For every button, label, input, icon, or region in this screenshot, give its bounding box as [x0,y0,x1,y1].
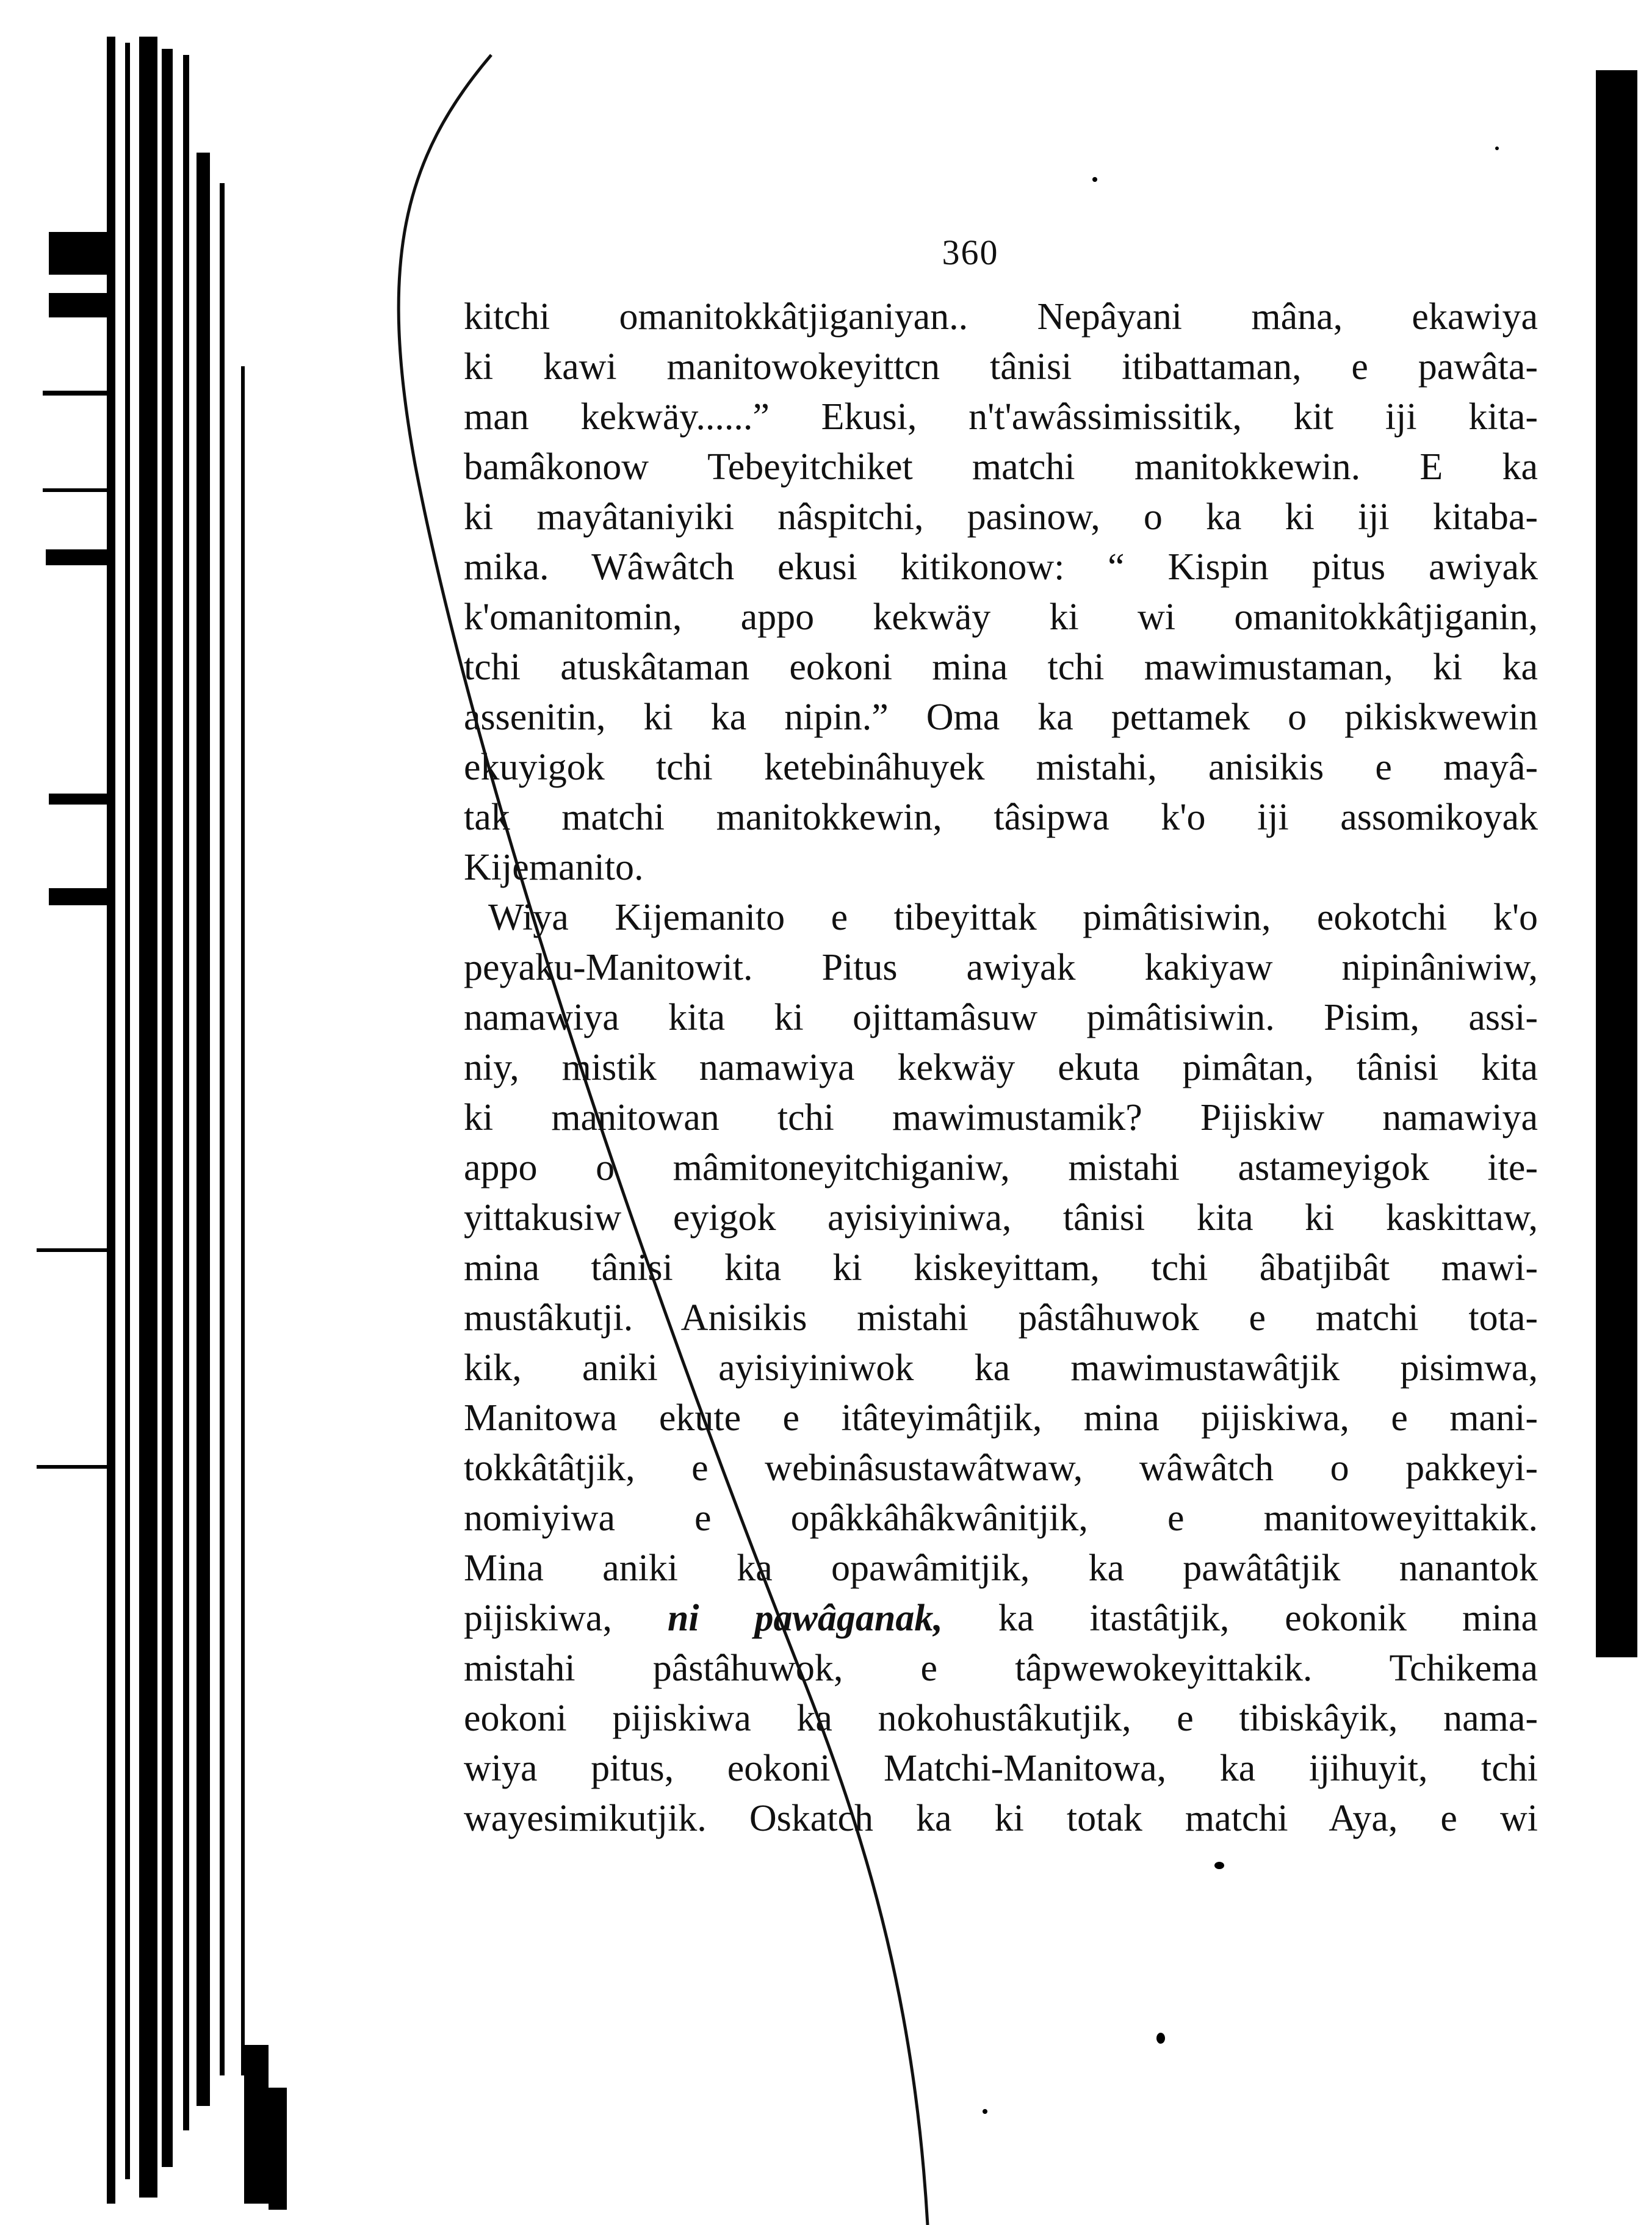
text-line [464,692,1538,742]
text-line [464,1143,1538,1193]
text-line [464,1643,1538,1693]
text-line [464,392,1538,442]
text-line [464,1793,1538,1843]
text-segment: ekuyigok tchi ketebinâhuyek mistahi, anisikis e mayâ- [464,747,1538,788]
text-line [464,1193,1538,1243]
text-line [464,542,1538,592]
text-segment: wiya pitus, eokoni Matchi-Manitowa, ka ijihuyit, tchi [464,1748,1538,1789]
text-segment: kitchi omanitokkâtjiganiyan.. Nepâyani mâna, ekawiya [464,296,1538,338]
text-line [464,492,1538,542]
text-segment: niy, mistik namawiya kekwäy ekuta pimâtan, tânisi kita [464,1047,1538,1088]
text-line [464,592,1538,642]
text-line [464,1293,1538,1343]
text-line [464,842,1538,892]
text-line [464,342,1538,392]
text-segment: tokkâtâtjik, e webinâsustawâtwaw, wâwâtch o pakkeyi- [464,1447,1538,1489]
text-line [464,1693,1538,1743]
text-segment: ka itastâtjik, eokonik mina [942,1597,1538,1639]
text-line [464,742,1538,792]
page-number: 360 [942,233,999,272]
text-segment: k'omanitomin, appo kekwäy ki wi omanitokkâtjiganin, [464,596,1538,638]
text-line [464,1443,1538,1493]
italic-phrase: ni pawâganak, [667,1597,943,1639]
text-line [464,1343,1538,1393]
text-segment: Wiya Kijemanito e tibeyittak pimâtisiwin, eokotchi k'o [488,897,1538,938]
body-text [464,292,1538,1843]
text-segment: nomiyiwa e opâkkâhâkwânitjik, e manitoweyittakik. [464,1497,1538,1539]
text-line [464,892,1538,942]
text-segment: kik, aniki ayisiyiniwok ka mawimustawâtjik pisimwa, [464,1347,1538,1389]
text-line [464,292,1538,342]
text-line [464,942,1538,993]
text-segment: mustâkutji. Anisikis mistahi pâstâhuwok e matchi tota- [464,1297,1538,1339]
text-segment: tak matchi manitokkewin, tâsipwa k'o iji assomikoyak [464,797,1538,838]
text-segment: yittakusiw eyigok ayisiyiniwa, tânisi kita ki kaskittaw, [464,1197,1538,1239]
text-line [464,642,1538,692]
text-line [464,792,1538,842]
text-line [464,1093,1538,1143]
text-line [464,1243,1538,1293]
text-segment: namawiya kita ki ojittamâsuw pimâtisiwin. Pisim, assi- [464,997,1538,1038]
text-segment: mistahi pâstâhuwok, e tâpwewokeyittakik. Tchikema [464,1648,1538,1689]
text-line [464,1043,1538,1093]
text-segment: Mina aniki ka opawâmitjik, ka pawâtâtjik nanantok [464,1547,1538,1589]
text-line [464,1493,1538,1543]
text-segment: Kijemanito. [464,847,644,888]
text-segment: man kekwäy......” Ekusi, n't'awâssimissitik, kit iji kita- [464,396,1538,438]
text-segment: assenitin, ki ka nipin.” Oma ka pettamek o pikiskwewin [464,696,1538,738]
text-line [464,993,1538,1043]
text-segment: appo o mâmitoneyitchiganiw, mistahi astameyigok ite- [464,1147,1538,1188]
text-line [464,1743,1538,1793]
text-line [464,442,1538,492]
text-segment: eokoni pijiskiwa ka nokohustâkutjik, e tibiskâyik, nama- [464,1698,1538,1739]
text-segment: Manitowa ekute e itâteyimâtjik, mina pijiskiwa, e mani- [464,1397,1538,1439]
text-segment: mika. Wâwâtch ekusi kitikonow: “ Kispin pitus awiyak [464,546,1538,588]
text-segment: ki manitowan tchi mawimustamik? Pijiskiw namawiya [464,1097,1538,1138]
text-segment: peyaku-Manitowit. Pitus awiyak kakiyaw nipinâniwiw, [464,947,1538,988]
text-segment: ki mayâtaniyiki nâspitchi, pasinow, o ka ki iji kitaba- [464,496,1538,538]
text-segment: bamâkonow Tebeyitchiket matchi manitokkewin. E ka [464,446,1538,488]
text-segment: pijiskiwa, [464,1597,668,1639]
text-segment: ki kawi manitowokeyittcn tânisi itibattaman, e pawâta- [464,346,1538,388]
text-line [464,1593,1538,1643]
text-line [464,1393,1538,1443]
text-segment: mina tânisi kita ki kiskeyittam, tchi âbatjibât mawi- [464,1247,1538,1289]
text-segment: tchi atuskâtaman eokoni mina tchi mawimustaman, ki ka [464,646,1538,688]
text-line [464,1543,1538,1593]
text-segment: wayesimikutjik. Oskatch ka ki totak matchi Aya, e wi [464,1798,1538,1839]
